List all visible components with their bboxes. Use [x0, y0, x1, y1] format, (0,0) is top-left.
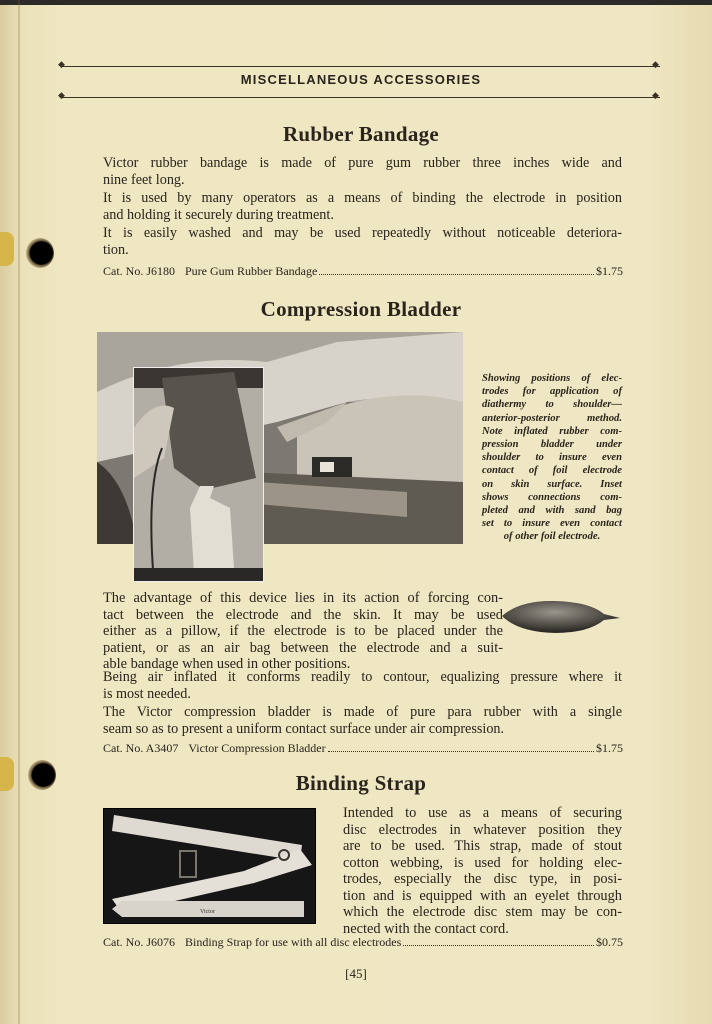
rubber-bandage-paragraph-3: It is easily washed and may be used repeatedly without noticeable deteriora- tion. [103, 225, 622, 258]
page-number: [45] [345, 966, 367, 981]
inset-photo [133, 367, 264, 582]
catalog-entry [103, 264, 623, 279]
item-name: Victor Compression Bladder [188, 741, 326, 755]
header-rule-top [62, 66, 660, 67]
catalog-number: Cat. No. A3407 [103, 741, 179, 755]
dot-leader [328, 751, 594, 752]
rubber-bandage-title: Rubber Bandage [282, 122, 440, 146]
ornament-icon: ◆ [652, 91, 659, 101]
page-fold [18, 0, 20, 1024]
price: $1.75 [596, 264, 623, 278]
rubber-bandage-paragraph-1: Victor rubber bandage is made of pure gum rubber three inches wide and nine feet long. [103, 155, 622, 188]
item-name: Pure Gum Rubber Bandage [185, 264, 318, 278]
ornament-icon: ◆ [58, 60, 65, 70]
dot-leader [319, 274, 594, 275]
binder-tab [0, 757, 14, 791]
binding-strap-description: Intended to use as a means of securing disc electrodes in whatever position they are to be used. This strap, made of stout cotton webbing, is used for holding elec- trodes, especially the disc type, in posi- tion and is equipped with an eyelet through which the electrode disc stem may be con- nected with the contact cord. [343, 805, 622, 937]
punch-hole-icon [26, 238, 54, 268]
catalog-number: Cat. No. J6076 [103, 935, 175, 949]
compression-bladder-title: Compression Bladder [260, 297, 462, 321]
catalog-entry [103, 741, 623, 756]
binding-strap-title: Binding Strap [295, 771, 427, 795]
dot-leader [403, 945, 594, 946]
section-header: MISCELLANEOUS ACCESSORIES [240, 72, 482, 87]
compression-bladder-image [500, 598, 622, 636]
scan-top-edge [0, 0, 712, 5]
photo-caption: Showing positions of elec- trodes for application of diathermy to shoulder— anterior-posterior method. Note inflated rubber com- pression bladder under shoulder to insure even contact of foil electrode on skin surface. Inset shows connections com- pleted and with sand bag set to insure even contact of other foil electrode. [482, 373, 622, 543]
catalog-entry [103, 935, 623, 950]
ornament-icon: ◆ [58, 91, 65, 101]
header-rule-bottom [62, 97, 660, 98]
strap-maker-mark: Victor [200, 909, 215, 915]
price: $1.75 [596, 741, 623, 755]
ornament-icon: ◆ [652, 60, 659, 70]
binder-tab [0, 232, 14, 266]
item-name: Binding Strap for use with all disc electrodes [185, 935, 402, 949]
rubber-bandage-paragraph-2: It is used by many operators as a means of binding the electrode in position and holding it securely during treatment. [103, 190, 622, 223]
compression-bladder-paragraph-2: Being air inflated it conforms readily to contour, equalizing pressure where it is most needed. [103, 669, 622, 702]
compression-bladder-paragraph-3: The Victor compression bladder is made of pure para rubber with a single seam so as to present a uniform contact surface under air compression. [103, 704, 622, 737]
price: $0.75 [596, 935, 623, 949]
compression-bladder-paragraph-1: The advantage of this device lies in its action of forcing con- tact between the electrode and the skin. It may be used either as a pillow, if the electrode is to be placed under the patient, or as an air bag between the electrode and a suit- able bandage when used in other positions. [103, 590, 503, 672]
binding-strap-photo [103, 808, 316, 924]
punch-hole-icon [28, 760, 56, 790]
catalog-number: Cat. No. J6180 [103, 264, 175, 278]
